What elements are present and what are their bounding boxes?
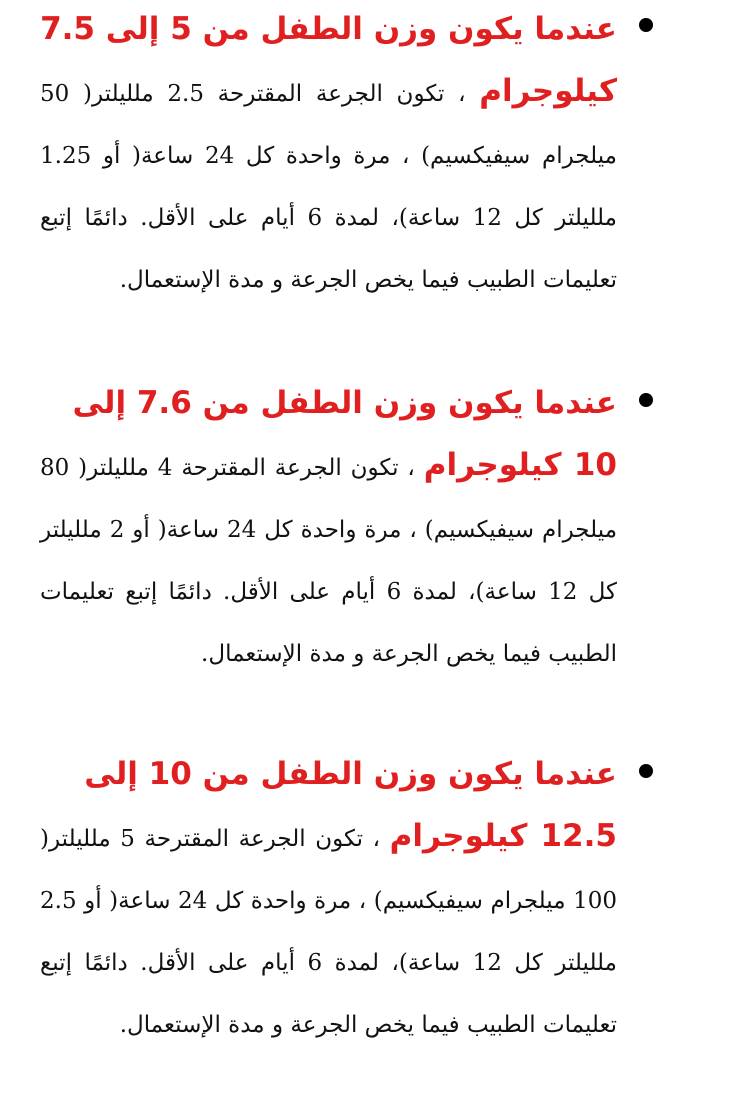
dose-body	[40, 434, 617, 685]
dose-body	[40, 60, 617, 311]
dose-description: ، تكون الجرعة المقترحة 2.5 ملليلتر( 50 ميلجرام سيفيكسيم) ، مرة واحدة كل 24 ساعة( أو 1.25 ملليلتر كل 12 ساعة)، لمدة 6 أيام على الأقل. دائمًا إتبع تعليمات الطبيب فيما يخص الجرعة و مدة الإستعمال.	[40, 81, 617, 293]
dose-heading: عندما يكون وزن الطفل من 5 إلى 7.5	[40, 11, 617, 47]
dose-heading: عندما يكون وزن الطفل من 10 إلى	[84, 756, 617, 792]
weight-unit: كيلوجرام	[479, 73, 617, 109]
dose-item-1	[40, 0, 617, 311]
dose-item-3	[40, 743, 617, 1056]
dose-item-2	[40, 372, 617, 685]
bullet-icon	[639, 764, 653, 778]
dose-heading: عندما يكون وزن الطفل من 7.6 إلى	[72, 385, 617, 421]
dose-body	[40, 805, 617, 1056]
weight-unit: 12.5 كيلوجرام	[389, 818, 617, 854]
dose-description: ، تكون الجرعة المقترحة 5 ملليلتر( 100 ميلجرام سيفيكسيم) ، مرة واحدة كل 24 ساعة( أو 2.5 ملليلتر كل 12 ساعة)، لمدة 6 أيام على الأقل. دائمًا إتبع تعليمات الطبيب فيما يخص الجرعة و مدة الإستعمال.	[40, 826, 617, 1038]
bullet-icon	[639, 18, 653, 32]
dose-description: ، تكون الجرعة المقترحة 4 ملليلتر( 80 ميلجرام سيفيكسيم) ، مرة واحدة كل 24 ساعة( أو 2 ملليلتر كل 12 ساعة)، لمدة 6 أيام على الأقل. دائمًا إتبع تعليمات الطبيب فيما يخص الجرعة و مدة الإستعمال.	[40, 455, 618, 667]
bullet-icon	[639, 393, 653, 407]
weight-unit: 10 كيلوجرام	[423, 447, 617, 483]
